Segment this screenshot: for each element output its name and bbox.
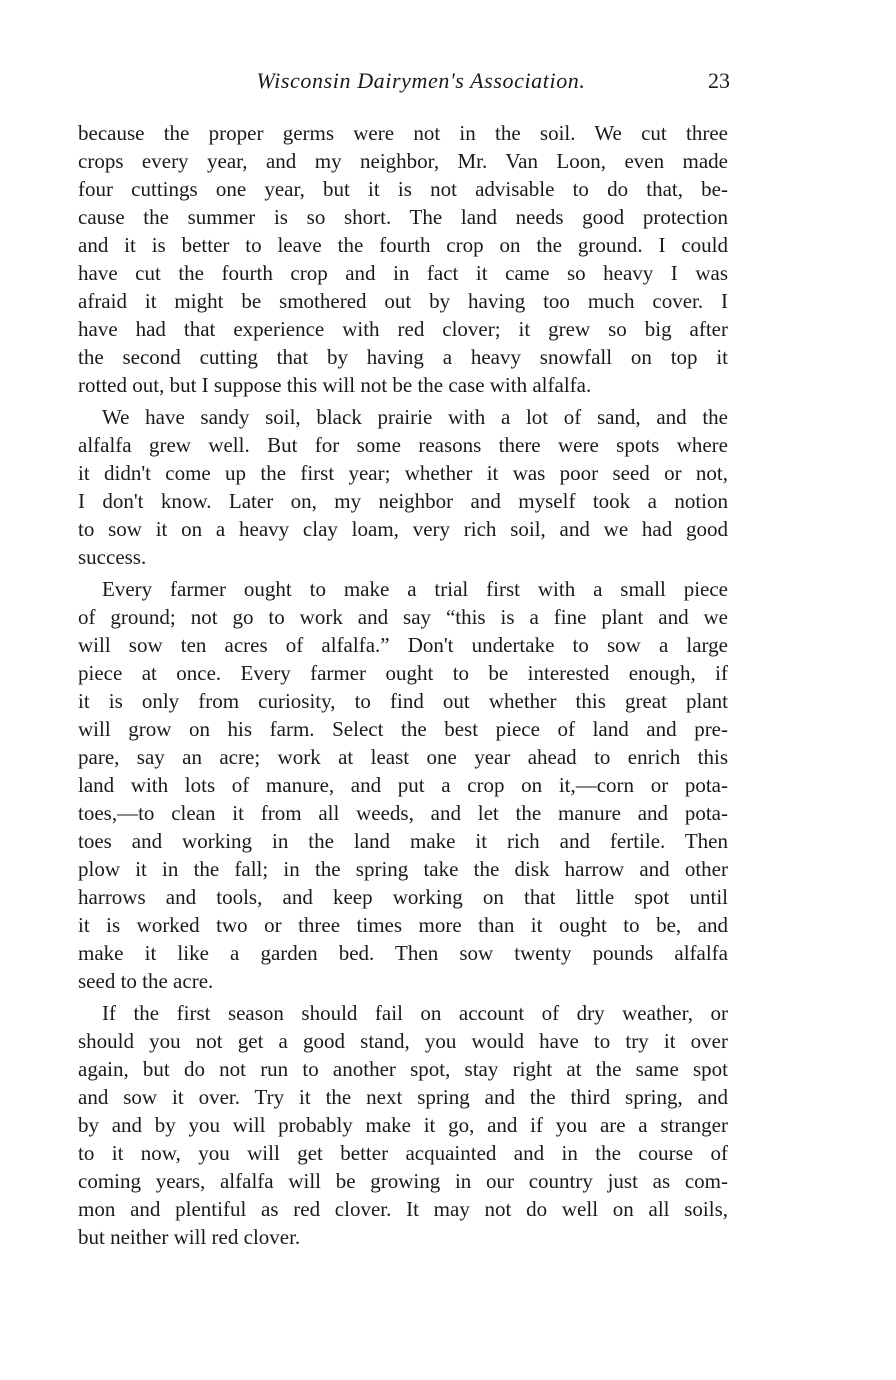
text-line: pare, say an acre; work at least one year ahead to enrich this xyxy=(78,745,728,769)
text-line: toes,—to clean it from all weeds, and let the manure and pota- xyxy=(78,801,728,825)
text-line: it is worked two or three times more than it ought to be, and xyxy=(78,913,728,937)
text-line: afraid it might be smothered out by having too much cover. I xyxy=(78,289,728,313)
text-line: will grow on his farm. Select the best piece of land and pre- xyxy=(78,717,728,741)
text-line: piece at once. Every farmer ought to be interested enough, if xyxy=(78,661,728,685)
text-line: I don't know. Later on, my neighbor and myself took a notion xyxy=(78,489,728,513)
text-line: crops every year, and my neighbor, Mr. Van Loon, even made xyxy=(78,149,728,173)
text-line: and sow it over. Try it the next spring and the third spring, and xyxy=(78,1085,728,1109)
text-line: four cuttings one year, but it is not advisable to do that, be- xyxy=(78,177,728,201)
text-line: rotted out, but I suppose this will not be the case with alfalfa. xyxy=(78,373,592,397)
paragraph xyxy=(78,575,728,995)
paragraph xyxy=(78,999,728,1251)
text-line: success. xyxy=(78,545,147,569)
text-line: the second cutting that by having a heavy snowfall on top it xyxy=(78,345,728,369)
text-line: toes and working in the land make it rich and fertile. Then xyxy=(78,829,728,853)
text-line: coming years, alfalfa will be growing in our country just as com- xyxy=(78,1169,728,1193)
text-line: mon and plentiful as red clover. It may not do well on all soils, xyxy=(78,1197,728,1221)
paragraph xyxy=(78,403,728,571)
running-title: Wisconsin Dairymen's Association. xyxy=(256,68,586,93)
text-line: alfalfa grew well. But for some reasons there were spots where xyxy=(78,433,728,457)
page-number: 23 xyxy=(708,68,730,93)
text-line: have had that experience with red clover; it grew so big after xyxy=(78,317,728,341)
text-line: land with lots of manure, and put a crop on it,—corn or pota- xyxy=(78,773,728,797)
text-line: We have sandy soil, black prairie with a lot of sand, and the xyxy=(102,405,728,429)
text-line: have cut the fourth crop and in fact it came so heavy I was xyxy=(78,261,728,285)
text-line: make it like a garden bed. Then sow twenty pounds alfalfa xyxy=(78,941,728,965)
text-line: should you not get a good stand, you would have to try it over xyxy=(78,1029,728,1053)
text-line: plow it in the fall; in the spring take the disk harrow and other xyxy=(78,857,728,881)
body-text xyxy=(78,119,728,1255)
text-line: to it now, you will get better acquainted and in the course of xyxy=(78,1141,728,1165)
text-line: it didn't come up the first year; whether it was poor seed or not, xyxy=(78,461,728,485)
text-line: but neither will red clover. xyxy=(78,1225,301,1249)
running-head xyxy=(78,64,730,98)
text-line: harrows and tools, and keep working on that little spot until xyxy=(78,885,728,909)
text-line: it is only from curiosity, to find out whether this great plant xyxy=(78,689,728,713)
text-line: of ground; not go to work and say “this is a fine plant and we xyxy=(78,605,728,629)
text-line: to sow it on a heavy clay loam, very rich soil, and we had good xyxy=(78,517,728,541)
text-line: will sow ten acres of alfalfa.” Don't undertake to sow a large xyxy=(78,633,728,657)
text-line: again, but do not run to another spot, stay right at the same spot xyxy=(78,1057,728,1081)
text-line: If the first season should fail on account of dry weather, or xyxy=(102,1001,728,1025)
text-line: and it is better to leave the fourth crop on the ground. I could xyxy=(78,233,728,257)
text-line: Every farmer ought to make a trial first with a small piece xyxy=(102,577,728,601)
text-line: because the proper germs were not in the soil. We cut three xyxy=(78,121,728,145)
paragraph xyxy=(78,119,728,399)
text-line: by and by you will probably make it go, and if you are a stranger xyxy=(78,1113,728,1137)
text-line: cause the summer is so short. The land needs good protection xyxy=(78,205,728,229)
text-line: seed to the acre. xyxy=(78,969,214,993)
